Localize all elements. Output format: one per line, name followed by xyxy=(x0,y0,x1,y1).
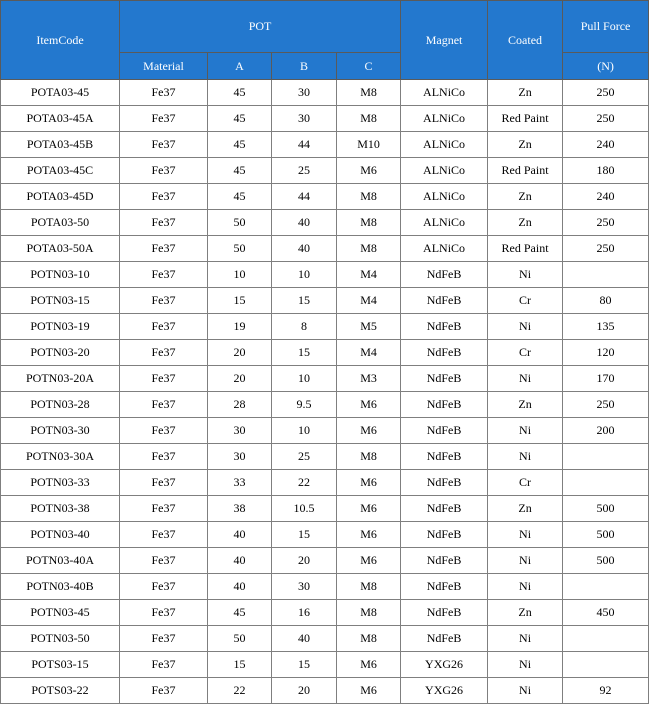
material-cell: Fe37 xyxy=(120,106,208,132)
material-cell: Fe37 xyxy=(120,158,208,184)
pull-force-cell xyxy=(563,626,649,652)
material-cell: Fe37 xyxy=(120,418,208,444)
magnet-cell: ALNiCo xyxy=(401,106,488,132)
c-cell: M4 xyxy=(337,262,401,288)
coated-cell: Zn xyxy=(488,184,563,210)
pull-force-cell: 500 xyxy=(563,548,649,574)
a-cell: 10 xyxy=(208,262,272,288)
pull-force-cell: 80 xyxy=(563,288,649,314)
c-cell: M6 xyxy=(337,678,401,704)
c-cell: M8 xyxy=(337,236,401,262)
c-cell: M6 xyxy=(337,158,401,184)
pull-force-cell: 250 xyxy=(563,106,649,132)
pull-force-cell xyxy=(563,574,649,600)
table-row xyxy=(1,210,649,236)
material-cell: Fe37 xyxy=(120,496,208,522)
magnet-cell: NdFeB xyxy=(401,340,488,366)
magnet-header: Magnet xyxy=(401,1,488,80)
c-cell: M6 xyxy=(337,522,401,548)
coated-cell: Ni xyxy=(488,262,563,288)
item-code-cell: POTN03-40A xyxy=(1,548,120,574)
c-cell: M3 xyxy=(337,366,401,392)
a-cell: 40 xyxy=(208,522,272,548)
c-cell: M10 xyxy=(337,132,401,158)
item-code-cell: POTN03-30A xyxy=(1,444,120,470)
item-code-cell: POTA03-45 xyxy=(1,80,120,106)
coated-cell: Red Paint xyxy=(488,236,563,262)
pull-force-cell: 250 xyxy=(563,392,649,418)
item-code-cell: POTN03-40 xyxy=(1,522,120,548)
coated-header: Coated xyxy=(488,1,563,80)
item-code-cell: POTA03-45A xyxy=(1,106,120,132)
table-row xyxy=(1,80,649,106)
pull-force-cell: 180 xyxy=(563,158,649,184)
magnet-cell: NdFeB xyxy=(401,444,488,470)
c-cell: M6 xyxy=(337,652,401,678)
a-cell: 33 xyxy=(208,470,272,496)
coated-cell: Zn xyxy=(488,80,563,106)
magnet-cell: ALNiCo xyxy=(401,132,488,158)
pull-force-cell xyxy=(563,262,649,288)
c-cell: M4 xyxy=(337,288,401,314)
b-cell: 8 xyxy=(272,314,337,340)
c-cell: M8 xyxy=(337,184,401,210)
b-cell: 10.5 xyxy=(272,496,337,522)
pull-force-cell xyxy=(563,444,649,470)
a-cell: 20 xyxy=(208,340,272,366)
table-row xyxy=(1,184,649,210)
coated-cell: Cr xyxy=(488,340,563,366)
c-cell: M8 xyxy=(337,574,401,600)
pull-force-header: Pull Force xyxy=(563,1,649,53)
b-cell: 15 xyxy=(272,340,337,366)
table-body xyxy=(1,80,649,704)
b-cell: 25 xyxy=(272,444,337,470)
table-row xyxy=(1,158,649,184)
a-cell: 19 xyxy=(208,314,272,340)
magnet-cell: YXG26 xyxy=(401,678,488,704)
b-cell: 20 xyxy=(272,548,337,574)
coated-cell: Ni xyxy=(488,444,563,470)
b-cell: 10 xyxy=(272,418,337,444)
material-cell: Fe37 xyxy=(120,470,208,496)
b-cell: 10 xyxy=(272,262,337,288)
table-row xyxy=(1,678,649,704)
material-cell: Fe37 xyxy=(120,340,208,366)
c-cell: M6 xyxy=(337,548,401,574)
b-cell: 40 xyxy=(272,236,337,262)
coated-cell: Red Paint xyxy=(488,106,563,132)
item-code-cell: POTN03-40B xyxy=(1,574,120,600)
a-cell: 45 xyxy=(208,80,272,106)
material-cell: Fe37 xyxy=(120,314,208,340)
magnet-cell: NdFeB xyxy=(401,600,488,626)
a-cell: 15 xyxy=(208,288,272,314)
b-cell: 44 xyxy=(272,132,337,158)
coated-cell: Zn xyxy=(488,600,563,626)
b-cell: 40 xyxy=(272,626,337,652)
item-code-cell: POTN03-20A xyxy=(1,366,120,392)
a-cell: 45 xyxy=(208,600,272,626)
magnet-cell: NdFeB xyxy=(401,496,488,522)
table-row xyxy=(1,496,649,522)
coated-cell: Cr xyxy=(488,470,563,496)
table-row xyxy=(1,548,649,574)
c-cell: M8 xyxy=(337,210,401,236)
a-cell: 50 xyxy=(208,236,272,262)
material-cell: Fe37 xyxy=(120,184,208,210)
table-row xyxy=(1,366,649,392)
item-code-cell: POTN03-30 xyxy=(1,418,120,444)
material-cell: Fe37 xyxy=(120,236,208,262)
b-cell: 9.5 xyxy=(272,392,337,418)
table-row xyxy=(1,470,649,496)
c-cell: M6 xyxy=(337,496,401,522)
magnet-cell: NdFeB xyxy=(401,392,488,418)
coated-cell: Ni xyxy=(488,522,563,548)
pull-force-cell: 92 xyxy=(563,678,649,704)
item-code-cell: POTN03-19 xyxy=(1,314,120,340)
coated-cell: Zn xyxy=(488,132,563,158)
item-code-cell: POTN03-20 xyxy=(1,340,120,366)
table-row xyxy=(1,600,649,626)
coated-cell: Red Paint xyxy=(488,158,563,184)
pull-force-cell xyxy=(563,470,649,496)
magnet-cell: NdFeB xyxy=(401,418,488,444)
material-cell: Fe37 xyxy=(120,444,208,470)
item-code-cell: POTA03-45B xyxy=(1,132,120,158)
pot-header: POT xyxy=(120,1,401,53)
pull-force-cell: 250 xyxy=(563,80,649,106)
table-row xyxy=(1,392,649,418)
a-cell: 50 xyxy=(208,210,272,236)
coated-cell: Ni xyxy=(488,574,563,600)
table-row xyxy=(1,652,649,678)
pull-force-cell xyxy=(563,652,649,678)
table-row xyxy=(1,106,649,132)
c-cell: M6 xyxy=(337,418,401,444)
material-cell: Fe37 xyxy=(120,678,208,704)
coated-cell: Ni xyxy=(488,314,563,340)
item-code-cell: POTN03-15 xyxy=(1,288,120,314)
table-row xyxy=(1,418,649,444)
material-header: Material xyxy=(120,53,208,80)
table-row xyxy=(1,288,649,314)
item-code-header: ItemCode xyxy=(1,1,120,80)
c-cell: M8 xyxy=(337,444,401,470)
a-cell: 30 xyxy=(208,444,272,470)
item-code-cell: POTA03-45C xyxy=(1,158,120,184)
b-cell: 40 xyxy=(272,210,337,236)
magnet-cell: NdFeB xyxy=(401,288,488,314)
pull-force-cell: 500 xyxy=(563,496,649,522)
b-cell: 22 xyxy=(272,470,337,496)
b-cell: 10 xyxy=(272,366,337,392)
table-row xyxy=(1,522,649,548)
b-cell: 30 xyxy=(272,106,337,132)
magnet-cell: NdFeB xyxy=(401,262,488,288)
c-cell: M6 xyxy=(337,392,401,418)
material-cell: Fe37 xyxy=(120,80,208,106)
coated-cell: Ni xyxy=(488,678,563,704)
pull-force-cell: 250 xyxy=(563,210,649,236)
item-code-cell: POTN03-33 xyxy=(1,470,120,496)
item-code-cell: POTA03-50 xyxy=(1,210,120,236)
b-header: B xyxy=(272,53,337,80)
magnet-cell: NdFeB xyxy=(401,574,488,600)
coated-cell: Ni xyxy=(488,418,563,444)
a-header: A xyxy=(208,53,272,80)
a-cell: 45 xyxy=(208,132,272,158)
c-cell: M8 xyxy=(337,80,401,106)
item-code-cell: POTA03-50A xyxy=(1,236,120,262)
pull-force-cell: 200 xyxy=(563,418,649,444)
magnet-cell: NdFeB xyxy=(401,626,488,652)
pull-force-cell: 240 xyxy=(563,132,649,158)
material-cell: Fe37 xyxy=(120,574,208,600)
table-row xyxy=(1,314,649,340)
item-code-cell: POTS03-22 xyxy=(1,678,120,704)
b-cell: 44 xyxy=(272,184,337,210)
table-row xyxy=(1,132,649,158)
coated-cell: Cr xyxy=(488,288,563,314)
item-code-cell: POTS03-15 xyxy=(1,652,120,678)
material-cell: Fe37 xyxy=(120,366,208,392)
b-cell: 30 xyxy=(272,80,337,106)
material-cell: Fe37 xyxy=(120,288,208,314)
a-cell: 45 xyxy=(208,106,272,132)
c-cell: M5 xyxy=(337,314,401,340)
a-cell: 40 xyxy=(208,574,272,600)
b-cell: 15 xyxy=(272,288,337,314)
coated-cell: Ni xyxy=(488,626,563,652)
a-cell: 28 xyxy=(208,392,272,418)
pull-force-cell: 170 xyxy=(563,366,649,392)
a-cell: 45 xyxy=(208,184,272,210)
b-cell: 20 xyxy=(272,678,337,704)
b-cell: 15 xyxy=(272,652,337,678)
coated-cell: Zn xyxy=(488,210,563,236)
item-code-cell: POTN03-50 xyxy=(1,626,120,652)
c-header: C xyxy=(337,53,401,80)
table-row xyxy=(1,262,649,288)
magnet-cell: YXG26 xyxy=(401,652,488,678)
material-cell: Fe37 xyxy=(120,522,208,548)
coated-cell: Zn xyxy=(488,496,563,522)
table-row xyxy=(1,340,649,366)
magnet-cell: NdFeB xyxy=(401,366,488,392)
table-row xyxy=(1,626,649,652)
c-cell: M8 xyxy=(337,600,401,626)
material-cell: Fe37 xyxy=(120,132,208,158)
table-row xyxy=(1,574,649,600)
pull-force-cell: 250 xyxy=(563,236,649,262)
material-cell: Fe37 xyxy=(120,600,208,626)
item-code-cell: POTN03-10 xyxy=(1,262,120,288)
magnet-cell: ALNiCo xyxy=(401,80,488,106)
material-cell: Fe37 xyxy=(120,626,208,652)
a-cell: 50 xyxy=(208,626,272,652)
magnet-cell: NdFeB xyxy=(401,314,488,340)
b-cell: 30 xyxy=(272,574,337,600)
item-code-cell: POTN03-38 xyxy=(1,496,120,522)
pull-force-cell: 120 xyxy=(563,340,649,366)
pull-force-cell: 240 xyxy=(563,184,649,210)
b-cell: 15 xyxy=(272,522,337,548)
magnet-cell: ALNiCo xyxy=(401,158,488,184)
magnet-cell: ALNiCo xyxy=(401,236,488,262)
pull-force-cell: 500 xyxy=(563,522,649,548)
a-cell: 45 xyxy=(208,158,272,184)
a-cell: 15 xyxy=(208,652,272,678)
a-cell: 38 xyxy=(208,496,272,522)
material-cell: Fe37 xyxy=(120,210,208,236)
material-cell: Fe37 xyxy=(120,392,208,418)
c-cell: M8 xyxy=(337,106,401,132)
table-header xyxy=(1,1,649,80)
coated-cell: Ni xyxy=(488,366,563,392)
a-cell: 20 xyxy=(208,366,272,392)
pull-force-unit-header: (N) xyxy=(563,53,649,80)
magnet-cell: NdFeB xyxy=(401,470,488,496)
a-cell: 22 xyxy=(208,678,272,704)
item-code-cell: POTN03-45 xyxy=(1,600,120,626)
a-cell: 40 xyxy=(208,548,272,574)
pull-force-cell: 450 xyxy=(563,600,649,626)
material-cell: Fe37 xyxy=(120,548,208,574)
material-cell: Fe37 xyxy=(120,652,208,678)
magnet-cell: ALNiCo xyxy=(401,210,488,236)
b-cell: 25 xyxy=(272,158,337,184)
material-cell: Fe37 xyxy=(120,262,208,288)
c-cell: M8 xyxy=(337,626,401,652)
item-code-cell: POTN03-28 xyxy=(1,392,120,418)
pull-force-cell: 135 xyxy=(563,314,649,340)
magnet-cell: NdFeB xyxy=(401,548,488,574)
table-row xyxy=(1,444,649,470)
coated-cell: Zn xyxy=(488,392,563,418)
coated-cell: Ni xyxy=(488,652,563,678)
coated-cell: Ni xyxy=(488,548,563,574)
a-cell: 30 xyxy=(208,418,272,444)
c-cell: M4 xyxy=(337,340,401,366)
item-code-cell: POTA03-45D xyxy=(1,184,120,210)
c-cell: M6 xyxy=(337,470,401,496)
magnet-cell: NdFeB xyxy=(401,522,488,548)
table-row xyxy=(1,236,649,262)
magnet-cell: ALNiCo xyxy=(401,184,488,210)
b-cell: 16 xyxy=(272,600,337,626)
